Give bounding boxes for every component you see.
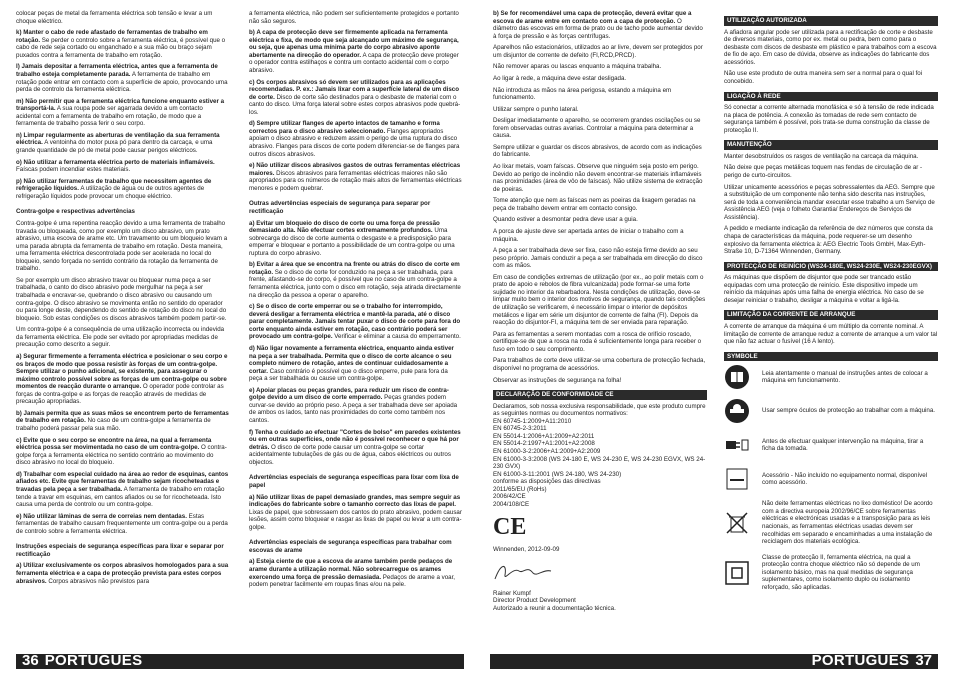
bold-lead: a) Não utilizar lixas de papel demasiado grandes, mas sempre seguir as indicações do fabricante sobre o tamanho correcto das lixas de papel. [249, 493, 461, 509]
paragraph [493, 216, 707, 224]
bold-lead: c) Os corpos abrasivos só devem ser utilizados para as aplicações recomendadas. P. ex.: Jamais lixar com a superfície lateral de um disco de corte. [249, 78, 460, 101]
paragraph [249, 79, 462, 117]
paragraph [249, 303, 462, 341]
right-page-column-1 [493, 10, 707, 613]
bold-lead: a) Segurar firmemente a ferramenta eléctrica e posicionar o seu corpo e os braços de modo que possa resistir às forças de um contra-golpe. Sempre utilizar o punho adicional, se existente, para assegurar o máximo controlo possível sobre as forças de um contra-golpe ou sobre momentos de reacção durante o arranque. [16, 352, 228, 391]
page-number-left: 36 [22, 652, 39, 670]
conformity-line: 2006/42/CE [493, 493, 526, 501]
paragraph [249, 261, 462, 299]
paragraph-text: Um contra-golpe é a consequência de uma utilização incorrecta ou indevida da ferramenta eléctrica. Ele pode ser evitado por apropriadas medidas de precaução como descrito a seguir. [16, 326, 225, 349]
bold-lead: k) Manter o cabo de rede afastado de ferramentas de trabalho em rotação. [16, 29, 208, 44]
symbol-row [724, 364, 938, 390]
symbol-text: Classe de protecção II, ferramenta eléctrica, na qual a protecção contra choque eléctrico não só depende de um isolamento básico, mas na qual medidas de segurança suplementares, como isolamento duplo ou isolamento reforçado, são aplicadas. [762, 553, 920, 591]
info-section-heading: LIGAÇÃO À REDE [724, 92, 938, 102]
symbols-heading: SYMBOLE [724, 352, 938, 362]
paragraph-text: Quando estiver a desmontar pedra deve usar a guia. [493, 216, 638, 224]
conformity-line: EN 60745-2-3:2011 [493, 425, 547, 433]
paragraph [249, 29, 462, 74]
paragraph-text: Contra-golpe é uma repentina reacção devido a uma ferramenta de trabalho travada ou bloqueada, como por exemplo um disco abrasivo, um prato abrasivo, uma escova de arame etc. Um travamento ou um bloqueio levam a uma parada abrupta da ferramenta de trabalho em rotação. Desta maneira, uma ferramenta eléctrica descontrolada pode ser acelerada no local do bloqueio, sendo forçada no sentido contrário da rotação da ferramenta de trabalho. [16, 219, 228, 273]
paragraph-text: A peça a ser trabalhada deve ser fixa, caso não esteja firme devido ao seu peso próprio. Jamais conduzir a peça a ser trabalhada em direcção do disco com as mãos. [493, 247, 703, 270]
language-label-left: PORTUGUES [44, 652, 143, 670]
accessory-not-included-icon [724, 466, 750, 492]
paragraph-text: A ferramenta de trabalho em rotação tende a travar em esquinas, em cantos afiados ou se for ricocheteada. Isto causa uma perda de controlo ou um contra-golpe. [16, 485, 225, 509]
bold-lead: o) Não utilizar a ferramenta eléctrica perto de materiais inflamáveis. [16, 158, 215, 166]
right-page-column-2 [724, 10, 938, 599]
symbol-row [724, 398, 938, 424]
paragraph [493, 228, 707, 243]
paragraph-text: Caso contrário é possível que o disco emperre, pule para fora da peça a ser trabalhada ou cause um contra-golpe. [249, 367, 448, 383]
info-paragraph: A corrente de arranque da máquina é um múltiplo da corrente nominal. A limitação de corrente de arranque reduz a corrente de arranque a um valor tal que não faz actuar o fusível (16 A lento). [724, 323, 938, 346]
conformity-line: conforme as disposições das directivas [493, 478, 601, 486]
paragraph-text: Sempre utilizar e guardar os discos abrasivos, de acordo com as indicações do fabricante. [493, 143, 702, 159]
paragraph [249, 345, 462, 383]
paragraph [249, 120, 462, 158]
paragraph-text: O diâmetro das escovas em forma de prato ou de tacho pode aumentar devido à força de pressão e às forças centrífugas. [493, 17, 703, 40]
info-paragraph: Utilizar unicamente acessórios e peças sobressalentes da AEG. Sempre que a substituição de um componente não tenha sido descrita nas instruções, será de toda a conveniência mandar executar esse trabalho a um Serviço de Assistência AEG (veja o folheto Garantia/ Endereços de Serviços de Assistência). [724, 183, 935, 221]
paragraph-text: Flanges apropriados apoiam o disco abrasivo e reduzem assim o perigo de uma ruptura do disco abrasivo. Flanges para discos de corte podem diferenciar-se de flanges para outros discos abrasivos. [249, 127, 460, 158]
info-paragraph: Só conectar a corrente alternada monofásica e só à tensão de rede indicada na placa de potência. A conexão às tomadas de rede sem contacto de segurança também é possível, pois trata-se duma construção da classe de protecção II. [724, 104, 934, 134]
language-label-right: PORTUGUES [811, 652, 910, 670]
class-ii-icon [724, 560, 750, 586]
info-paragraph: Manter desobstruídos os rasgos de ventilação na carcaça da máquina. [724, 152, 919, 160]
signatory-name: Rainer Kumpf [493, 589, 531, 597]
bold-lead: l) Jamais depositar a ferramenta eléctrica, antes que a ferramenta de trabalho esteja completamente parada. [16, 63, 218, 78]
conformity-line: EN 55014-2:1997+A1:2001+A2:2008 [493, 440, 595, 448]
paragraph-text: Em caso de condições extremas de utilização (por ex., ao polir metais com o prato de apoio e rebolos de fibra vulcanizada) pode formar-se uma forte sujidade no interior da rebarbadora. Nesta condições de utilização, deve-se limpar muito bem o interior dos motivos de segurança, quando tais condições de utilização se verificarem, é necessário limpar o interior de depósitos metálicos e ligar em série um disjuntor de corrente de falha (FI). Depois da reacção do disjuntor-FI, a máquina tem de ser enviada para reparação. [493, 273, 706, 327]
info-paragraph: A pedido e mediante indicação da referência de dez números que consta da chapa de características da máquina, pode requerer-se um desenho explosivo da ferramenta eléctrica à: AEG Electric Tools GmbH, Max-Eyth-Straße 10, D-71364 Winnenden, Germany. [724, 225, 933, 256]
paragraph-text: Não remover aparas ou lascas enquanto a máquina trabalha. [493, 63, 662, 71]
paragraph [16, 562, 229, 585]
signature-image [493, 561, 553, 583]
paragraph [16, 29, 229, 59]
bold-lead: e) Não utilizar discos abrasivos gastos de outras ferramentas eléctricas maiores. [249, 162, 461, 177]
paragraph-text: Lixas de papel, que sobressaem dos cantos do prato abrasivo, podem causar lesões, assim como bloquear e rasgar as lixas de papel ou levar a um contra-golpe. [249, 508, 462, 531]
left-page-column-1 [16, 10, 229, 589]
unplug-icon [724, 432, 750, 458]
section-heading: Contra-golpe e respectivas advertências [16, 208, 135, 216]
bold-lead: c) Se o disco de corte emperrar ou se o trabalho for interrompido, deverá desligar a ferramenta eléctrica e mantê-la parada, até o disco parar completamente. Jamais tentar puxar o disco de corte para fora do corte enquanto ainda estiver em rotação, caso contrário poderá ser provocado um contra-golpe. [249, 303, 461, 341]
right-page-footer [490, 654, 938, 669]
paragraph-text: Para as ferramentas a serem montadas com a rosca de orifício roscado, certifique-se de que a rosca na roda é suficientemente longa para receber o fuso em todo o seu comprimento. [493, 330, 702, 353]
paragraph-text: Tome atenção que nem as faíscas nem as poeiras da lixagem geradas na peça de trabalho devem entrar em contacto consigo. [493, 197, 696, 212]
paragraph-text: Faíscas podem incendiar estes materiais. [16, 166, 131, 174]
paragraph [493, 331, 707, 354]
paragraph-text: O contra-golpe força a ferramenta eléctrica no sentido contrário ao movimento do disco abrasivo no local do bloqueio. [16, 444, 227, 467]
symbol-text: Acessório - Não incluído no equipamento normal, disponível como acessório. [762, 471, 928, 487]
paragraph-text: A utilização de água ou de outros agentes de refrigeração líquidos pode provocar um choque eléctrico. [16, 185, 205, 200]
paragraph [249, 558, 462, 588]
bold-lead: b) A capa de protecção deve ser firmemente aplicada na ferramenta eléctrica e fixa, de modo que seja alcançado um máximo de segurança, ou seja, que apenas uma mínima parte do corpo abrasivo aponte abertamente na direcção do operador. [249, 29, 459, 59]
info-section-heading: PROTECÇÃO DE REINÍCIO (WS24-180E, WS24-230E, WS24-230EGVX) [724, 262, 938, 272]
bold-lead: p) Não utilizar ferramentas de trabalho que necessitem agentes de refrigeração líquidos. [16, 177, 212, 193]
paragraph-text: Estas ferramentas de trabalho causam frequentemente um contra-golpe ou a perda de controlo sobre a ferramenta eléctrica. [16, 512, 228, 535]
paragraph [16, 353, 229, 406]
paragraph-text: A capa de protecção deve proteger o operador contra estilhaços e contra um contacto acidental com o corpo abrasivo. [249, 51, 459, 74]
info-section-heading: UTILIZAÇÃO AUTORIZADA [724, 16, 938, 26]
paragraph [16, 10, 229, 25]
symbol-row [724, 466, 938, 492]
bold-lead: d) Trabalhar com especial cuidado na área ao redor de esquinas, cantos afiados etc. Evite que ferramentas de trabalho sejam ricocheteadas e travadas pela peça a ser trabalhada. [16, 470, 229, 493]
section-heading: Instruções especiais de segurança específicas para lixar e separar por rectificação [16, 543, 224, 558]
eye-protection-icon [724, 398, 750, 424]
info-paragraph: Não use este produto de outra maneira sem ser a normal para o qual foi concebido. [724, 70, 923, 85]
paragraph [249, 10, 462, 25]
paragraph [249, 220, 462, 258]
bold-lead: d) Sempre utilizar flanges de aperto intactos de tamanho e forma correctos para o disco abrasivo seleccionado. [249, 120, 440, 135]
signatory-role: Director Product Development [493, 597, 576, 605]
section-heading: Advertências especiais de segurança específicas para trabalhar com escovas de arame [249, 539, 452, 554]
paragraph-text: A ferramenta de trabalho em rotação pode entrar em contacto com a superfície de apoio, provocando uma perda de controlo da ferramenta eléctrica. [16, 70, 228, 94]
info-paragraph: As máquinas que dispõem de disjuntor que pode ser trancado estão equipadas com uma protecção de reinício. Este dispositivo impede um reinício da máquinas após uma falha de energia eléctrica. No caso de se desejar reiniciar o trabalho, desligar a máquina e voltar a ligá-la. [724, 274, 924, 304]
paragraph-text: Ao ligar à rede, a máquina deve estar desligada. [493, 74, 627, 82]
paragraph-text: Aparelhos não estacionários, utilizados ao ar livre, devem ser protegidos por um disjuntor de corrente de defeito (FI,RCD,PRCD). [493, 44, 703, 59]
paragraph-text: Uma sobrecarga do disco de corte aumenta o desgaste e a predisposição para emperrar e bloquear e portanto a possibilidade de um contra-golpe ou uma ruptura do corpo abrasivo. [249, 227, 455, 257]
paragraph [493, 44, 707, 59]
bold-lead: b) Se for recomendável uma capa de protecção, deverá evitar que a escova de arame entre em contacto com a capa de protecção. [493, 10, 692, 25]
paragraph [16, 471, 229, 509]
paragraph-text: A porca de ajuste deve ser apertada antes de iniciar o trabalho com a máquina. [493, 227, 684, 243]
conformity-line: EN 61000-3-2:2006+A1:2009+A2:2009 [493, 448, 601, 455]
paragraph-text: A ventoinha do motor puxa pó para dentro da carcaça, e uma grande quantidade de pó de metal pode causar perigos eléctricos. [16, 139, 213, 154]
bold-lead: a) Esteja ciente de que a escova de arame também perde pedaços de arame durante a utilização normal. Não sobrecarregue os arames exercendo uma força de pressão demasiada. [249, 558, 453, 581]
conformity-line: EN 60745-1:2009+A11:2010 [493, 417, 572, 425]
paragraph [493, 10, 707, 40]
weee-bin-icon [724, 510, 750, 536]
paragraph-text: Observar as instruções de segurança na folha! [493, 376, 622, 384]
paragraph-text: Discos abrasivos para ferramentas eléctricas maiores não são apropriados para os números de rotação mais altos de ferramentas eléctricas menores e podem quebrar. [249, 169, 462, 192]
paragraph [493, 63, 707, 71]
info-paragraph: Não deixe que peças metálicas toquem nas fendas de circulação de ar - perigo de curto-circuitos. [724, 164, 923, 179]
paragraph [16, 132, 229, 155]
paragraph-text: Desligar imediatamente o aparelho, se ocorrerem grandes oscilações ou se forem observadas outras avarias. Controlar a máquina para determinar a causa. [493, 117, 701, 140]
paragraph [493, 247, 707, 270]
symbol-text: Não deite ferramentas eléctricas no lixo doméstico! De acordo com a directiva europeia 2002/96/CE sobre ferramentas eléctricas e electrónicas usadas e a transposição para as leis nacionais, as ferramentas eléctricas usadas devem ser recolhidas em separado e encaminhadas a uma instalação de reciclagem dos materiais ecológica. [762, 500, 933, 546]
bold-lead: c) Evite que o seu corpo se encontre na área, na qual a ferramenta eléctrica possa ser movimentada no caso de um contra-golpe. [16, 436, 212, 452]
paragraph-text: Se perder o controlo sobre a ferramenta eléctrica, é possível que o cabo de rede seja cortado ou enganchado e a sua mão ou braço sejam puxados contra a ferramenta de trabalho em rotação. [16, 36, 226, 59]
conformity-line: 2011/65/EU (RoHs) [493, 485, 547, 493]
paragraph-text: No caso de um contra-golpe a ferramenta de trabalho poderá passar pela sua mão. [16, 417, 211, 432]
symbol-text: Usar sempre óculos de protecção ao trabalhar com a máquina. [762, 407, 935, 415]
conformity-line: EN 61000-3-11:2001 (WS 24-180, WS 24-230) [493, 470, 622, 478]
paragraph [493, 106, 707, 114]
paragraph [16, 220, 229, 273]
paragraph [493, 197, 707, 212]
left-page-column-2 [249, 10, 462, 593]
bold-lead: b) Evitar a área que se encontra na frente ou atrás do disco de corte em rotação. [249, 261, 460, 276]
ce-mark: CE [493, 513, 527, 540]
paragraph-text: Utilizar sempre o punho lateral. [493, 105, 579, 113]
paragraph-text: Disco de corte são destinados para o desbaste de material com o canto do disco. Uma força lateral sobre estes corpos abrasivos pode quebrá-los. [249, 93, 461, 116]
place-date: Winnenden, 2012-09-09 [493, 545, 560, 553]
paragraph-text: Ao lixar metais, voam faíscas. Observe que ninguém seja posto em perigo. Devido ao perigo de incêndio não devem encontrar-se materiais inflamáveis nas proximidades (área de vôo de faíscas). Não utilize sistema de extracção de poeiras. [493, 163, 703, 193]
paragraph-text: O operador pode controlar as forças de contra-golpe e as forças de reacção através de medidas de precaução apropriadas. [16, 383, 224, 406]
info-section-heading: MANUTENÇÃO [724, 140, 938, 150]
bold-lead: e) Não utilizar lâminas de serra de correias nem dentadas. [16, 512, 187, 520]
bold-lead: d) Não ligar novamente a ferramenta eléctrica, enquanto ainda estiver na peça a ser trabalhada. Permita que o disco de corte alcance o seu completo número de rotação, antes de continuar cuidadosamente a cortar. [249, 344, 454, 375]
paragraph [16, 410, 229, 433]
paragraph-text: Se o disco de corte for conduzido na peça a ser trabalhada, para frente, afastando-se do corpo, é possível que no caso de um contra-golpe a ferramenta eléctrica, junto com o disco em rotação, seja atirada directamente na direcção da pessoa a operar o aparelho. [249, 268, 461, 299]
bold-lead: n) Limpar regularmente as aberturas de ventilação da sua ferramenta eléctrica. [16, 131, 220, 147]
info-section-heading: LIMITAÇÃO DA CORRENTE DE ARRANQUE [724, 310, 938, 320]
paragraph-text: Pedaços de arame a voar, podem penetrar facilmente em roupas finas e/ou na pele. [249, 573, 456, 589]
symbol-text: Leia atentamente o manual de instruções antes de colocar a máquina em funcionamento. [762, 369, 928, 385]
paragraph [16, 513, 229, 536]
paragraph [16, 277, 229, 322]
conformity-line: EN 61000-3-3:2008 (WS 24-180 E, WS 24-230 E, WS 24-230 EGVX, WS 24-230 GVX) [493, 455, 706, 471]
symbol-row [724, 432, 938, 458]
paragraph-text: Peças grandes podem curvar-se devido ao próprio peso. A peça a ser trabalhada deve ser apoiada de ambos os lados, tanto nas proximidades do corte como também nos cantos. [249, 394, 458, 424]
info-sections [724, 16, 938, 346]
paragraph-text: colocar peças de metal da ferramenta eléctrica sob tensão e levar a um choque eléctrico. [16, 10, 213, 25]
paragraph [16, 159, 229, 174]
conformity-heading: DECLARAÇÃO DE CONFORMIDADE CE [493, 390, 707, 400]
paragraph [249, 387, 462, 425]
paragraph-text: O disco de corte pode causar um contra-golpe se cortar acidentalmente tubulações de gás ou de água, cabos eléctricos ou outros objectos. [249, 443, 451, 466]
paragraph-text: A sua roupa pode ser agarrada devido a um contacto acidental com a ferramenta de trabalho em rotação, de modo que a ferramenta de trabalho possa ferir o seu corpo. [16, 105, 203, 128]
paragraph [16, 178, 229, 201]
paragraph-text: a ferramenta eléctrica, não podem ser suficientemente protegidos e portanto não são seguros. [249, 10, 459, 25]
conformity-line: EN 55014-1:2006+A1:2009+A2:2011 [493, 432, 595, 440]
paragraph [493, 274, 707, 327]
paragraph-text: Não introduza as mãos na área perigosa, estando a máquina em funcionamento. [493, 86, 672, 102]
signatory-authorization: Autorizado a reunir a documentação técnica. [493, 605, 616, 613]
paragraph [493, 144, 707, 159]
bold-lead: a) Evitar um bloqueio do disco de corte ou uma força de pressão demasiado alta. Não efectuar cortes extremamente profundos. [249, 219, 440, 235]
conformity-line: 2004/108/CE [493, 500, 530, 508]
paragraph [493, 75, 707, 83]
paragraph-text: Para trabalhos de corte deve utilizar-se uma cobertura de protecção fechada, disponível no programa de acessórios. [493, 357, 706, 372]
manual-book-icon [724, 364, 750, 390]
paragraph-text: Se por exemplo um disco abrasivo travar ou bloquear numa peça a ser trabalhada, o canto do disco abrasivo pode mergulhar na peça a ser trabalhada e encravar-se, quebrando o disco abrasivo ou causando um contra-golpe. O disco abrasivo se movimenta então no sentido do operador ou para longe deste, dependendo do sentido de rotação do disco no local do bloqueio. Sob estas condições os discos abrasivos também podem partir-se. [16, 276, 227, 322]
paragraph [249, 429, 462, 467]
paragraph [493, 357, 707, 372]
paragraph [16, 63, 229, 93]
paragraph [249, 494, 462, 532]
conformity-line: Declaramos, sob nossa exclusiva responsabilidade, que este produto cumpre as seguintes normas ou documentos normativos: [493, 402, 706, 418]
paragraph [493, 87, 707, 102]
bold-lead: f) Tenha o cuidado ao efectuar "Cortes de bolso" em paredes existentes ou em outras superfícies, onde não é possível reconhecer o que há por detrás. [249, 428, 461, 451]
safety-instructions-continued [493, 10, 707, 384]
conformity-declaration [493, 403, 707, 509]
paragraph [16, 326, 229, 349]
paragraph [16, 98, 229, 128]
bold-lead: a) Utilizar exclusivamente os corpos abrasivos homologados para a sua ferramenta eléctrica e a capa de protecção prevista para estes corpos abrasivos. [16, 562, 229, 585]
bold-lead: b) Jamais permita que as suas mãos se encontrem perto de ferramentas de trabalho em rotação. [16, 409, 229, 425]
paragraph [493, 377, 707, 385]
paragraph [493, 163, 707, 193]
left-page-footer [16, 654, 464, 669]
paragraph [16, 437, 229, 467]
page-number-right: 37 [915, 652, 932, 670]
section-heading: Outras advertências especiais de segurança para separar por rectificação [249, 200, 431, 215]
symbols-list [724, 364, 938, 591]
section-heading: Advertências especiais de segurança específicas para lixar com lixa de papel [249, 474, 459, 489]
bold-lead: m) Não permitir que a ferramenta eléctrica funcione enquanto estiver a transportá-la. [16, 97, 225, 113]
symbol-text: Antes de efectuar qualquer intervenção na máquina, tirar a ficha da tomada. [762, 437, 924, 453]
paragraph [493, 117, 707, 140]
paragraph [249, 162, 462, 192]
info-paragraph: A afiadora angular pode ser utilizada para a rectificação de corte e desbaste de diversos materiais, como por ex. metal ou pedra, bem como para o desbaste com discos de desbaste em plástico e para trabalhos com a escova de fio de aço. Em caso de dúvida, observe as indicações do fabricante dos acessórios. [724, 28, 937, 66]
bold-lead: e) Apoiar placas ou peças grandes, para reduzir um risco de contra-golpe devido a um disco de corte emperrado. [249, 386, 449, 402]
symbol-row [724, 554, 938, 592]
paragraph-text: Corpos abrasivos não previstos para [46, 577, 150, 585]
symbol-row [724, 500, 938, 545]
paragraph-text: Verificar e eliminar a causa do emperramento. [332, 333, 461, 341]
